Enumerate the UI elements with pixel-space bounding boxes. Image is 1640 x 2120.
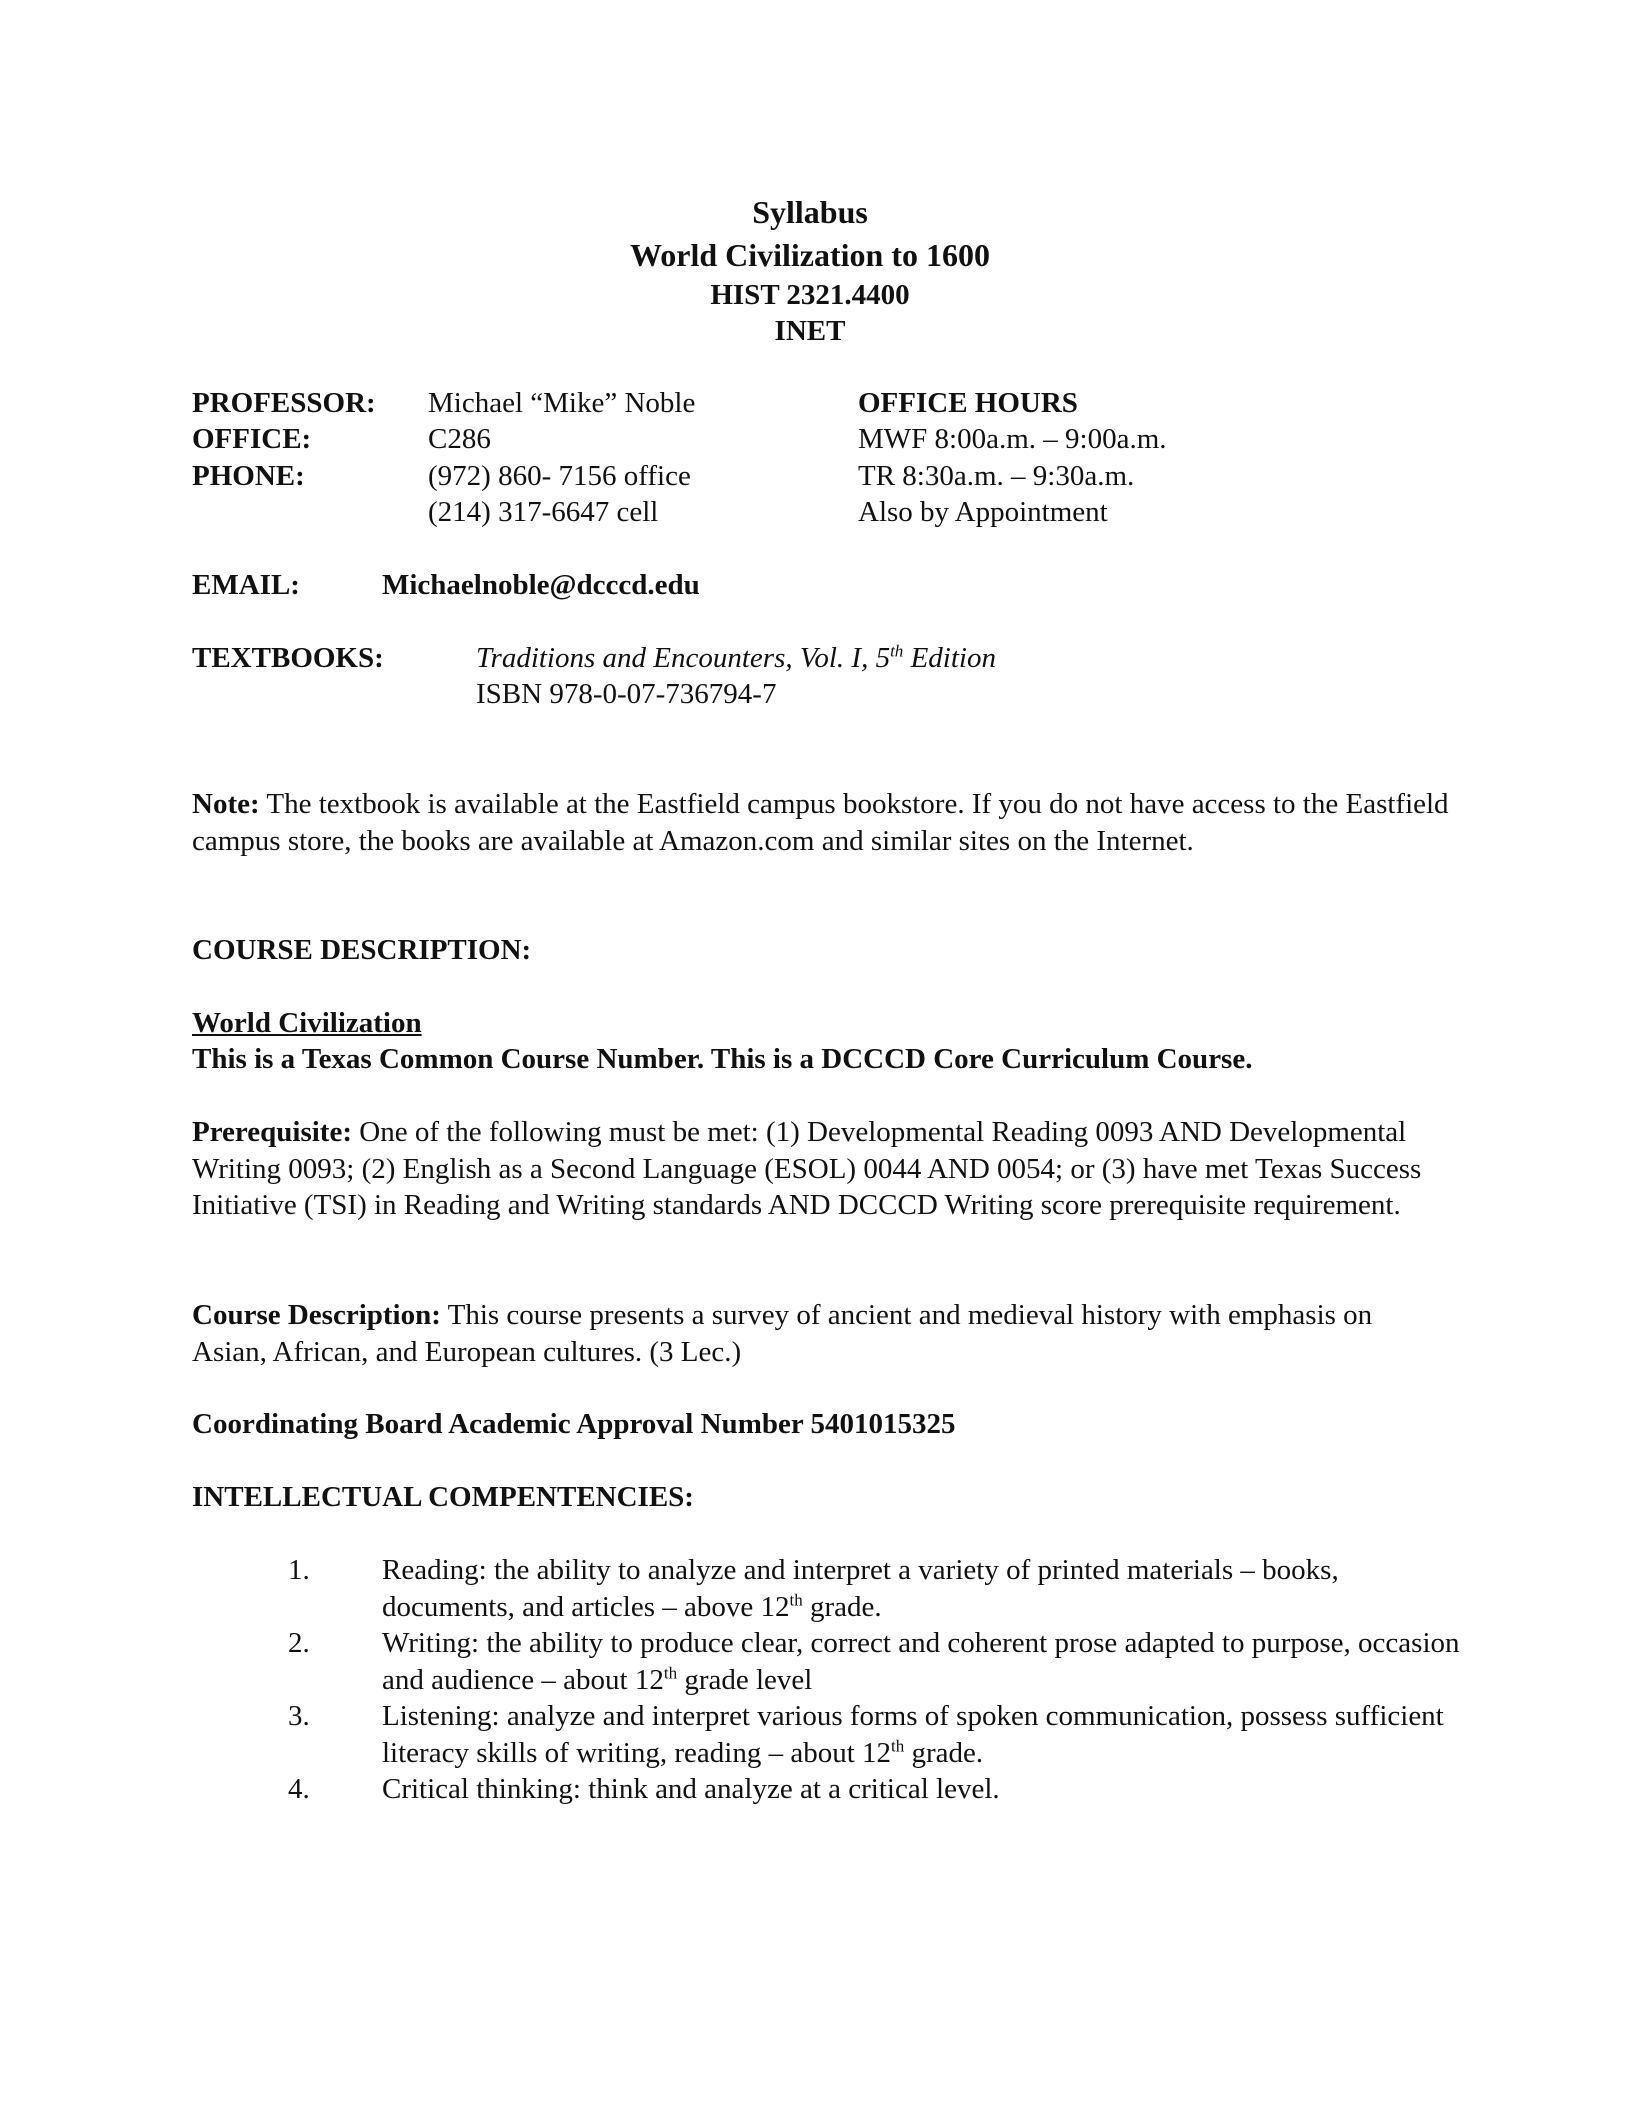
competency-sup: th (663, 1662, 678, 1682)
office-hours-label: OFFICE HOURS (858, 387, 1078, 419)
course-code: HIST 2321.4400 (710, 279, 910, 311)
email-label: EMAIL: (192, 569, 300, 601)
competency-item (382, 1771, 1462, 1808)
competency-text: Writing: the ability to produce clear, correct and coherent prose adapted to purpose, occasion and audience – about 12 (382, 1627, 1460, 1696)
office-hours-mwf: MWF 8:00a.m. – 9:00a.m. (858, 423, 1167, 455)
phone-label: PHONE: (192, 460, 305, 492)
textbook-title (476, 640, 996, 676)
textbook-edition-sup: th (890, 641, 904, 661)
office-hours-tr: TR 8:30a.m. – 9:30a.m. (858, 460, 1135, 492)
document-title: Syllabus (752, 194, 868, 230)
competency-text: Listening: analyze and interpret various forms of spoken communication, possess sufficient literacy skills of writing, reading – about 12 (382, 1700, 1444, 1769)
note-label: Note: (192, 788, 260, 820)
prerequisite-text: One of the following must be met: (1) Developmental Reading 0093 AND Developmental Writing 0093; (2) English as a Second Language (ESOL) 0044 AND 0054; or (3) have met Texas Success Initiative (TSI) in Reading and Writing standards AND DCCCD Writing score prerequisite requirement. (192, 1116, 1422, 1221)
course-description-heading: COURSE DESCRIPTION: (192, 934, 532, 966)
competency-item (382, 1625, 1462, 1698)
competency-text: Critical thinking: think and analyze at a critical level. (382, 1773, 1000, 1805)
office-hours-appointment: Also by Appointment (858, 496, 1108, 528)
course-description-label: Course Description: (192, 1299, 441, 1331)
professor-label: PROFESSOR: (192, 387, 376, 419)
textbook-title-edition: Edition (903, 642, 996, 674)
phone-cell: (214) 317-6647 cell (428, 496, 659, 528)
competency-sup: th (789, 1589, 803, 1609)
competency-sup: th (891, 1735, 905, 1755)
textbook-title-main: Traditions and Encounters, Vol. I, 5 (476, 642, 891, 674)
textbooks-label: TEXTBOOKS: (192, 642, 384, 674)
competency-number: 3. (288, 1700, 310, 1732)
note-text: The textbook is available at the Eastfield campus bookstore. If you do not have access to the Eastfield campus store, the books are available at Amazon.com and similar sites on the Internet. (192, 788, 1449, 857)
professor-name: Michael “Mike” Noble (428, 387, 696, 419)
note-paragraph (192, 786, 1452, 859)
competency-number: 2. (288, 1627, 310, 1659)
email-address[interactable]: Michaelnoble@dcccd.edu (382, 569, 700, 601)
core-course-statement: This is a Texas Common Course Number. This is a DCCCD Core Curriculum Course. (192, 1043, 1253, 1075)
prerequisite-paragraph (192, 1114, 1452, 1224)
competency-item (382, 1552, 1462, 1625)
approval-number: Coordinating Board Academic Approval Number 5401015325 (192, 1408, 956, 1440)
course-name: World Civilization to 1600 (630, 237, 990, 273)
course-section: INET (774, 315, 846, 347)
textbook-isbn: ISBN 978-0-07-736794-7 (476, 678, 777, 710)
competency-item (382, 1698, 1462, 1771)
course-description-text: This course presents a survey of ancient and medieval history with emphasis on Asian, African, and European cultures. (3 Lec.) (192, 1299, 1373, 1368)
competencies-heading: INTELLECTUAL COMPENTENCIES: (192, 1481, 694, 1513)
world-civilization-heading: World Civilization (192, 1007, 422, 1039)
competency-number: 4. (288, 1773, 310, 1805)
competency-number: 1. (288, 1554, 310, 1586)
prerequisite-label: Prerequisite: (192, 1116, 352, 1148)
competency-text: Reading: the ability to analyze and interpret a variety of printed materials – books, documents, and articles – above 12 (382, 1554, 1339, 1623)
phone-office: (972) 860- 7156 office (428, 460, 691, 492)
competency-text-end: grade. (802, 1590, 882, 1623)
competency-text-end: grade level (677, 1663, 813, 1696)
competency-text-end: grade. (904, 1736, 984, 1769)
office-room: C286 (428, 423, 491, 455)
office-label: OFFICE: (192, 423, 312, 455)
course-description-paragraph (192, 1297, 1452, 1370)
